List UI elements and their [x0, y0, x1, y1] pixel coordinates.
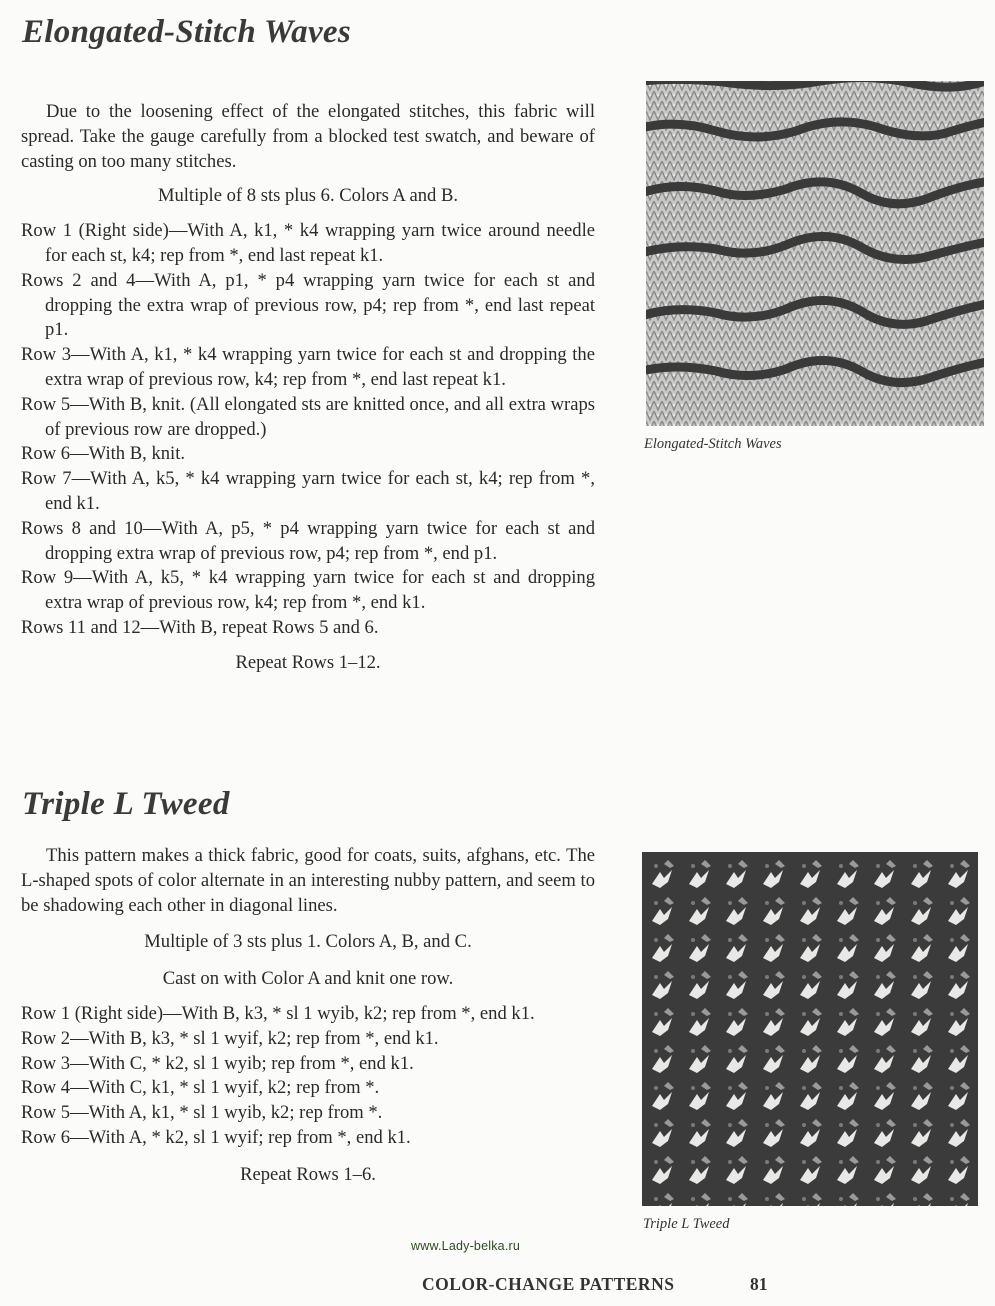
row-instructions [21, 1002, 595, 1151]
row-instruction: Row 4—With C, k1, * sl 1 wyif, k2; rep from *. [21, 1077, 380, 1099]
watermark-link[interactable]: www.Lady-belka.ru [411, 1239, 521, 1253]
wave-pattern-image [646, 81, 984, 426]
section-title-elongated-stitch-waves: Elongated-Stitch Waves [22, 14, 351, 50]
section-intro: Due to the loosening effect of the elongated stitches, this fabric will spread. Take the gauge carefully from a blocked test swatch, and beware of casting on too many stitches. [21, 101, 595, 172]
repeat-note: Repeat Rows 1–6. [240, 1163, 376, 1185]
row-instruction: Row 7—With A, k5, * k4 wrapping yarn twice for each st, k4; rep from *, end k1. [21, 468, 595, 514]
photo-caption: Triple L Tweed [643, 1216, 730, 1232]
section-body-elongated-stitch-waves [21, 100, 595, 676]
row-instruction: Row 6—With B, knit. [21, 443, 186, 465]
row-instruction: Row 5—With B, knit. (All elongated sts are knitted once, and all extra wraps of previous row are dropped.) [21, 393, 595, 440]
tweed-pattern-image [642, 852, 978, 1206]
stitch-multiple: Multiple of 8 sts plus 6. Colors A and B. [157, 185, 459, 207]
page-number: 81 [750, 1274, 768, 1294]
section-title-triple-l-tweed: Triple L Tweed [22, 786, 230, 822]
stitch-multiple: Multiple of 3 sts plus 1. Colors A, B, and C. [144, 931, 472, 953]
row-instructions [21, 219, 595, 641]
cast-on-note: Cast on with Color A and knit one row. [162, 968, 454, 990]
swatch-photo-triple-l-tweed [642, 852, 978, 1206]
row-instruction: Row 5—With A, k1, * sl 1 wyib, k2; rep from *. [21, 1102, 383, 1124]
row-instruction: Row 3—With C, * k2, sl 1 wyib; rep from *, end k1. [21, 1052, 414, 1074]
section-body-triple-l-tweed [21, 844, 595, 1188]
row-instruction: Row 1 (Right side)—With A, k1, * k4 wrapping yarn twice around needle for each st, k4; rep from *, end last repeat k1. [21, 220, 595, 266]
row-instruction: Rows 11 and 12—With B, repeat Rows 5 and 6. [21, 616, 379, 638]
running-footer-chapter: COLOR-CHANGE PATTERNS [422, 1274, 675, 1294]
repeat-note: Repeat Rows 1–12. [235, 651, 381, 673]
section-intro: This pattern makes a thick fabric, good for coats, suits, afghans, etc. The L-shaped spots of color alternate in an interesting nubby pattern, and seem to be shadowing each other in diagonal lines. [21, 845, 595, 916]
row-instruction: Row 6—With A, * k2, sl 1 wyif; rep from *, end k1. [21, 1126, 411, 1148]
row-instruction: Row 3—With A, k1, * k4 wrapping yarn twice for each st and dropping the extra wrap of previous row, k4; rep from *, end last repeat k1. [21, 344, 595, 390]
photo-caption: Elongated-Stitch Waves [644, 436, 782, 452]
row-instruction: Rows 8 and 10—With A, p5, * p4 wrapping yarn twice for each st and dropping extra wrap of previous row, p4; rep from *, end p1. [21, 517, 595, 564]
swatch-photo-elongated-stitch-waves [646, 81, 984, 426]
row-instruction: Row 1 (Right side)—With B, k3, * sl 1 wyib, k2; rep from *, end k1. [21, 1002, 535, 1024]
row-instruction: Rows 2 and 4—With A, p1, * p4 wrapping yarn twice for each st and dropping the extra wrap of previous row, p4; rep from *, end last repeat p1. [21, 269, 595, 341]
row-instruction: Row 9—With A, k5, * k4 wrapping yarn twice for each st and dropping extra wrap of previous row, k4; rep from *, end k1. [21, 567, 595, 614]
row-instruction: Row 2—With B, k3, * sl 1 wyif, k2; rep from *, end k1. [21, 1027, 439, 1049]
